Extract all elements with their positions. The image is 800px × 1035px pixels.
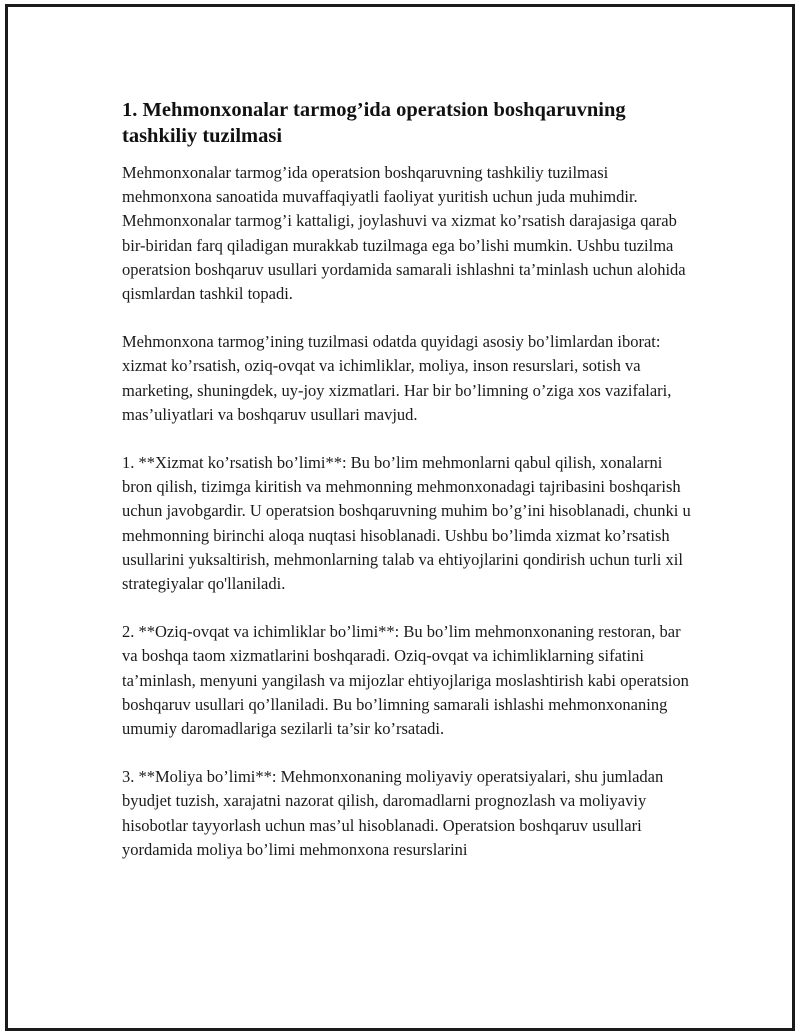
paragraph-food-beverage-department: 2. **Oziq-ovqat va ichimliklar bo’limi**: Bu bo’lim mehmonxonaning restoran, bar va boshqa taom xizmatlarini boshqaradi. Oziq-ovqat va ichimliklarning sifatini ta’minlash, menyuni yangilash va mijozlar ehtiyojlariga moslashtirish kabi operatsion boshqaruv usullari qo’llaniladi. Bu bo’limning samarali ishlashi mehmonxonaning umumiy daromadlariga sezilarli ta’sir ko’rsatadi. [122, 622, 689, 739]
section-heading: 1. Mehmonxonalar tarmog’ida operatsion boshqaruvning tashkiliy tuzilmasi [122, 99, 626, 147]
paragraph-service-department: 1. **Xizmat ko’rsatish bo’limi**: Bu bo’lim mehmonlarni qabul qilish, xonalarni bron qilish, tizimga kiritish va mehmonning mehmonxonadagi tajribasini boshqarish uchun javobgardir. U operatsion boshqaruvning muhim bo’g’ini hisoblanadi, chunki u mehmonning birinchi aloqa nuqtasi hisoblanadi. Ushbu bo’limda xizmat ko’rsatish usullarini yuksaltirish, mehmonlarning talab va ehtiyojlarini qondirish uchun turli xil strategiyalar qo'llaniladi. [122, 453, 691, 594]
document-content [122, 97, 692, 886]
paragraph-intro: Mehmonxonalar tarmog’ida operatsion boshqaruvning tashkiliy tuzilmasi mehmonxona sanoatida muvaffaqiyatli faoliyat yuritish uchun juda muhimdir. Mehmonxonalar tarmog’i kattaligi, joylashuvi va xizmat ko’rsatish darajasiga qarab bir-biridan farq qiladigan murakkab tuzilmaga ega bo’lishi mumkin. Ushbu tuzilma operatsion boshqaruv usullari yordamida samarali ishlashni ta’minlash uchun alohida qismlardan tashkil topadi. [122, 163, 686, 304]
paragraph-finance-department: 3. **Moliya bo’limi**: Mehmonxonaning moliyaviy operatsiyalari, shu jumladan byudjet tuzish, xarajatni nazorat qilish, daromadlarni prognozlash va moliyaviy hisobotlar tayyorlash uchun mas’ul hisoblanadi. Operatsion boshqaruv usullari yordamida moliya bo’limi mehmonxona resurslarini [122, 767, 664, 859]
paragraph-structure: Mehmonxona tarmog’ining tuzilmasi odatda quyidagi asosiy bo’limlardan iborat: xizmat ko’rsatish, oziq-ovqat va ichimliklar, moliya, inson resurslari, sotish va marketing, shuningdek, uy-joy xizmatlari. Har bir bo’limning o’ziga xos vazifalari, mas’uliyatlari va boshqaruv usullari mavjud. [122, 332, 672, 424]
document-page [5, 4, 795, 1031]
